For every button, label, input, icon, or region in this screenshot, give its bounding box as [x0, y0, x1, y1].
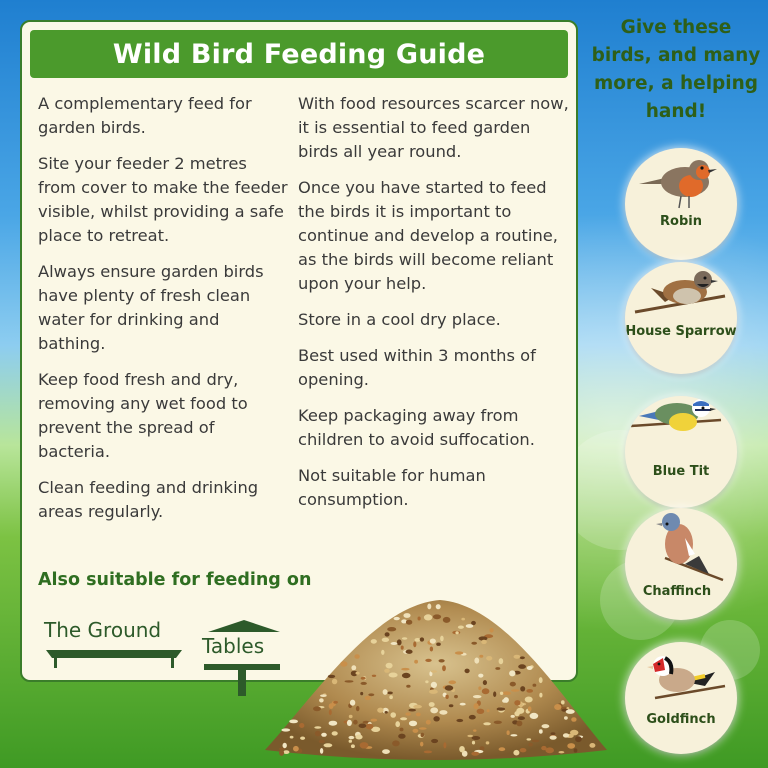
helping-hand-headline: Give these birds, and many more, a helping hand!	[591, 17, 761, 122]
house-sparrow-badge	[625, 262, 737, 374]
guide-title: Wild Bird Feeding Guide	[112, 38, 486, 70]
guide-paragraph: A complementary feed for garden birds.	[38, 94, 252, 137]
suitable-heading: Also suitable for feeding on	[38, 570, 312, 590]
guide-paragraph: Site your feeder 2 metres from cover to make the feeder visible, whilst providing a safe place to retreat.	[38, 154, 288, 245]
ground-label: The Ground	[44, 618, 162, 642]
blue-tit-badge	[625, 396, 737, 508]
tables-label: Tables	[202, 634, 265, 658]
chaffinch-badge	[625, 508, 737, 620]
guide-paragraph: With food resources scarcer now, it is essential to feed garden birds all year round.	[298, 94, 569, 161]
guide-paragraph: Best used within 3 months of opening.	[298, 346, 536, 389]
ground-feeding-option	[44, 618, 184, 677]
goldfinch-icon	[625, 642, 737, 754]
house-sparrow-icon	[625, 262, 737, 374]
guide-paragraph: Keep packaging away from children to avoid suffocation.	[298, 406, 535, 449]
blue-tit-label: Blue Tit	[652, 464, 710, 479]
robin-icon	[625, 148, 737, 260]
goldfinch-label: Goldfinch	[646, 712, 716, 727]
seed-pile-image	[255, 575, 615, 765]
chaffinch-icon	[625, 508, 737, 620]
right-column	[298, 92, 573, 524]
guide-paragraph: Not suitable for human consumption.	[298, 466, 486, 509]
guide-paragraph: Store in a cool dry place.	[298, 310, 501, 329]
guide-paragraph: Always ensure garden birds have plenty of fresh clean water for drinking and bathing.	[38, 262, 264, 353]
robin-label: Robin	[660, 214, 702, 229]
chaffinch-label: Chaffinch	[642, 584, 712, 599]
goldfinch-badge	[625, 642, 737, 754]
guide-paragraph: Keep food fresh and dry, removing any wet food to prevent the spread of bacteria.	[38, 370, 248, 461]
robin-badge	[625, 148, 737, 260]
guide-paragraph: Once you have started to feed the birds it is important to continue and develop a routine, as the birds will become reliant upon your help.	[298, 178, 558, 293]
left-column	[38, 92, 288, 536]
guide-paragraph: Clean feeding and drinking areas regularly.	[38, 478, 259, 521]
house-sparrow-label: House Sparrow	[625, 324, 737, 339]
title-bar	[30, 30, 568, 78]
blue-tit-icon	[625, 396, 737, 508]
ground-icon	[44, 642, 184, 672]
